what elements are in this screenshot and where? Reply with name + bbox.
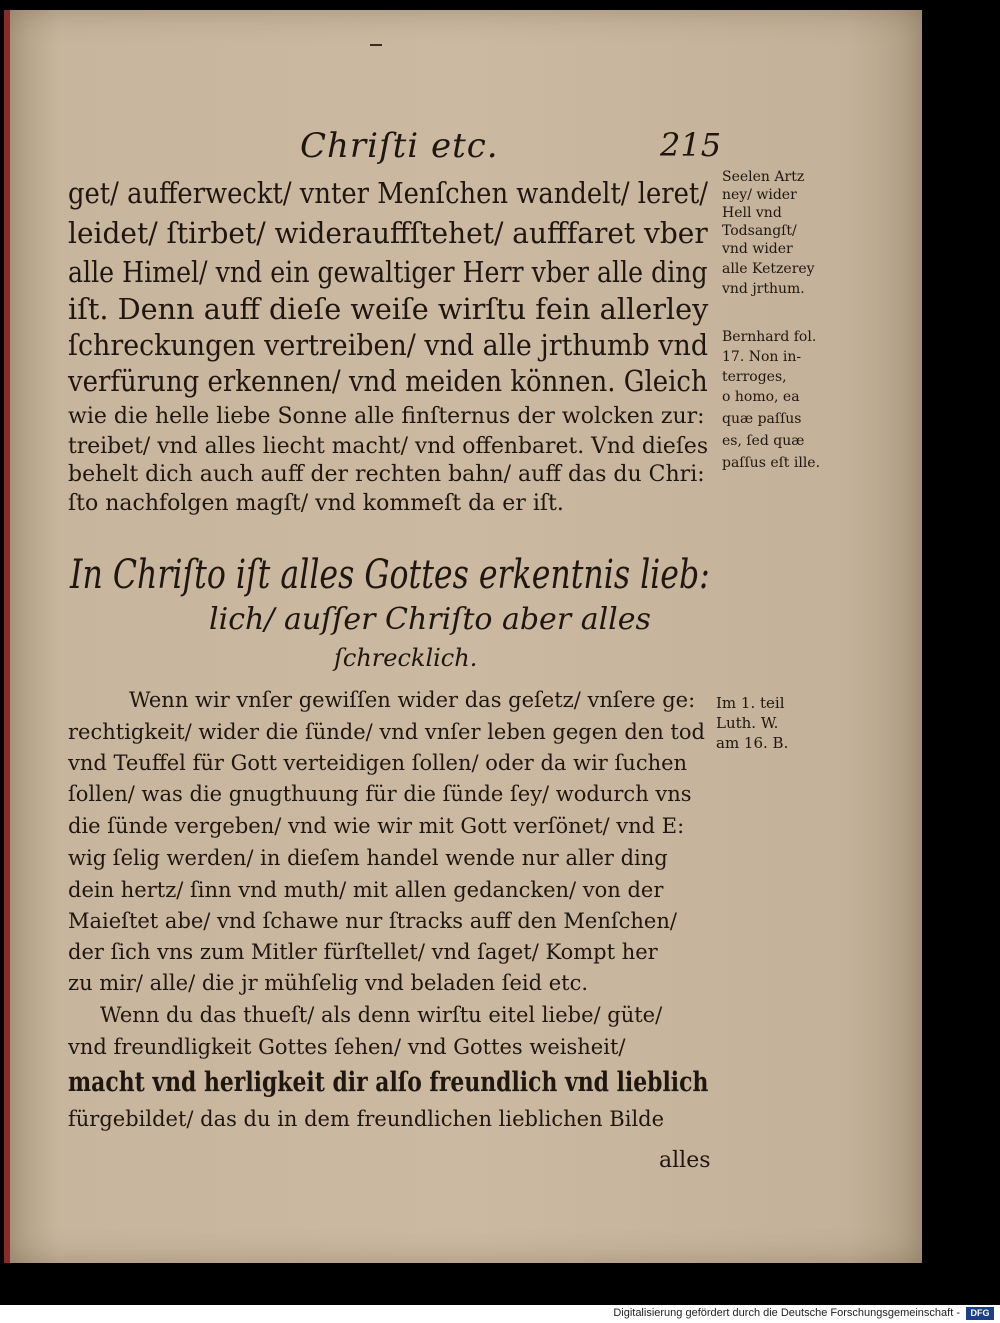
margin-note-line: Hell vnd [722, 205, 782, 221]
book-page [4, 10, 922, 1263]
page-edge [4, 10, 10, 1263]
margin-note-line: Todsangſt/ [722, 223, 797, 239]
text-line: fürgebildet/ das du in dem freundlichen lieblichen Bilde [68, 1107, 665, 1131]
side-note-line: Im 1. teil [716, 694, 785, 712]
text-line: der ſich vns zum Mitler fürſtellet/ vnd ſaget/ Kompt her [68, 940, 658, 964]
text-line: ſollen/ was die gnugthuung für die ſünde ſey/ wodurch vns [68, 782, 692, 806]
side-note-line: am 16. B. [716, 734, 789, 752]
margin-note-line: es, ſed quæ [722, 433, 805, 449]
top-mark [370, 44, 382, 46]
dfg-logo: DFG [966, 1307, 994, 1320]
margin-note-line: Bernhard fol. [722, 329, 817, 345]
margin-note-line: paſſus eſt ille. [722, 455, 821, 471]
margin-note-line: alle Ketzerey [722, 261, 815, 277]
page-number: 215 [660, 126, 722, 164]
running-title: Chriſti etc. [300, 126, 499, 166]
margin-note-line: terroges, [722, 369, 787, 385]
text-line: vnd freundligkeit Gottes ſehen/ vnd Gottes weisheit/ [68, 1035, 626, 1059]
section-heading: In Chriſto iſt alles Gottes erkentnis lieb: [70, 552, 710, 598]
margin-note-line: vnd jrthum. [722, 281, 805, 297]
text-line: wig ſelig werden/ in dieſem handel wende nur aller ding [68, 846, 668, 870]
text-line: leidet/ ſtirbet/ widerauffſtehet/ aufffaret vber [68, 216, 708, 250]
margin-note-line: Seelen Artz [722, 169, 805, 185]
margin-note-line: ney/ wider [722, 187, 797, 203]
text-line: dein hertz/ ſinn vnd muth/ mit allen gedancken/ von der [68, 878, 664, 902]
text-line: Wenn du das thueſt/ als denn wirſtu eitel liebe/ güte/ [100, 1003, 663, 1027]
text-line: rechtigkeit/ wider die ſünde/ vnd vnſer leben gegen den tod [68, 720, 705, 744]
text-line: zu mir/ alle/ die jr mühſelig vnd beladen ſeid etc. [68, 971, 589, 995]
text-line: treibet/ vnd alles liecht macht/ vnd offenbaret. Vnd dieſes [68, 434, 709, 459]
text-line: alle Himel/ vnd ein gewaltiger Herr vber alle ding [68, 255, 708, 289]
text-line: die ſünde vergeben/ vnd wie wir mit Gott verſönet/ vnd E: [68, 814, 685, 838]
side-note-line: Luth. W. [716, 714, 779, 732]
text-line: ſchreckungen vertreiben/ vnd alle jrthumb vnd [68, 328, 709, 362]
text-line: Wenn wir vnſer gewiſſen wider das geſetz/ vnſere ge: [129, 688, 696, 712]
text-line: macht vnd herligkeit dir alſo freundlich vnd lieblich [68, 1067, 709, 1098]
margin-note-line: vnd wider [722, 241, 793, 257]
section-heading: ſchrecklich. [334, 644, 478, 672]
text-line: wie die helle liebe Sonne alle finſternus der wolcken zur: [68, 404, 705, 429]
text-line: Maieſtet abe/ vnd ſchawe nur ſtracks auff den Menſchen/ [68, 909, 677, 933]
text-line: ſto nachfolgen magſt/ vnd kommeſt da er iſt. [68, 491, 564, 516]
text-line: iſt. Denn auff dieſe weiſe wirſtu fein allerley [68, 292, 709, 326]
margin-note-line: 17. Non in- [722, 349, 802, 365]
text-line: get/ aufferweckt/ vnter Menſchen wandelt/ leret/ [68, 176, 708, 210]
margin-note-line: quæ paſſus [722, 411, 802, 427]
text-line: verfürung erkennen/ vnd meiden können. Gleich [68, 364, 708, 398]
section-heading: lich/ auſſer Chriſto aber alles [209, 602, 651, 637]
footer-credit: Digitalisierung gefördert durch die Deutsche Forschungsgemeinschaft - [613, 1307, 960, 1319]
margin-note-line: o homo, ea [722, 389, 800, 405]
footer-bar [0, 1305, 1000, 1323]
catchword: alles [659, 1148, 711, 1173]
text-line: vnd Teuffel für Gott verteidigen ſollen/ oder da wir ſuchen [68, 751, 688, 775]
text-line: behelt dich auch auff der rechten bahn/ auff das du Chri: [68, 462, 705, 487]
